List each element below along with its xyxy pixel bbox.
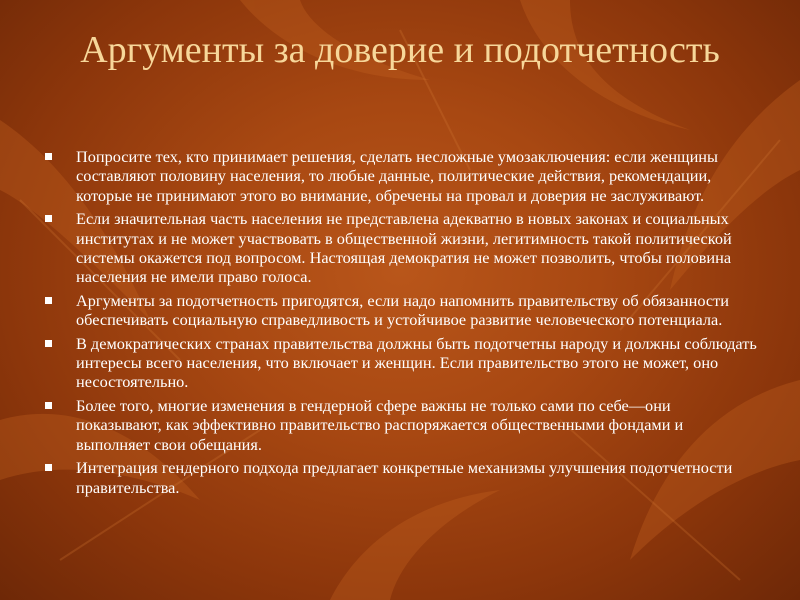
square-bullet-icon [45,340,52,347]
square-bullet-icon [45,464,52,471]
bullet-text: Более того, многие изменения в гендерной сфере важны не только сами по себе—они показывают, как эффективно правительство распоряжается общественными фондами и выполняет свои обещания. [76,395,684,454]
bullet-text: В демократических странах правительства должны быть подотчетны народу и должны соблюдать интересы всего населения, что включает и женщин. Если правительство этого не может, оно несостоятельно. [76,333,757,392]
bullet-item [40,334,760,392]
bullet-text: Если значительная часть населения не представлена адекватно в новых законах и социальных институтах и не может участвовать в общественной жизни, легитимность такой политической системы окажется под вопросом. Настоящая демократия не может позволить, чтобы половина населения не имели право голоса. [76,209,732,287]
bullet-text: Интеграция гендерного подхода предлагает конкретные механизмы улучшения подотчетности правительства. [76,458,733,497]
bullet-item [40,209,760,287]
bullet-item [40,458,760,497]
bullet-item [40,147,760,205]
square-bullet-icon [45,402,52,409]
bullet-list [40,147,760,501]
bullet-text: Аргументы за подотчетность пригодятся, если надо напомнить правительству об обязанности обеспечивать социальную справедливость и устойчивое развитие человеческого потенциала. [76,290,729,330]
bullet-text: Попросите тех, кто принимает решения, сделать несложные умозаключения: если женщины составляют половину населения, то любые данные, политические действия, рекомендации, которые не принимают этого во внимание, обречены на провал и доверия не заслуживают. [76,147,718,205]
square-bullet-icon [45,215,52,222]
slide-title: Аргументы за доверие и подотчетность [80,29,720,71]
square-bullet-icon [45,297,52,304]
bullet-item [40,396,760,454]
square-bullet-icon [45,153,52,160]
bullet-item [40,291,760,330]
